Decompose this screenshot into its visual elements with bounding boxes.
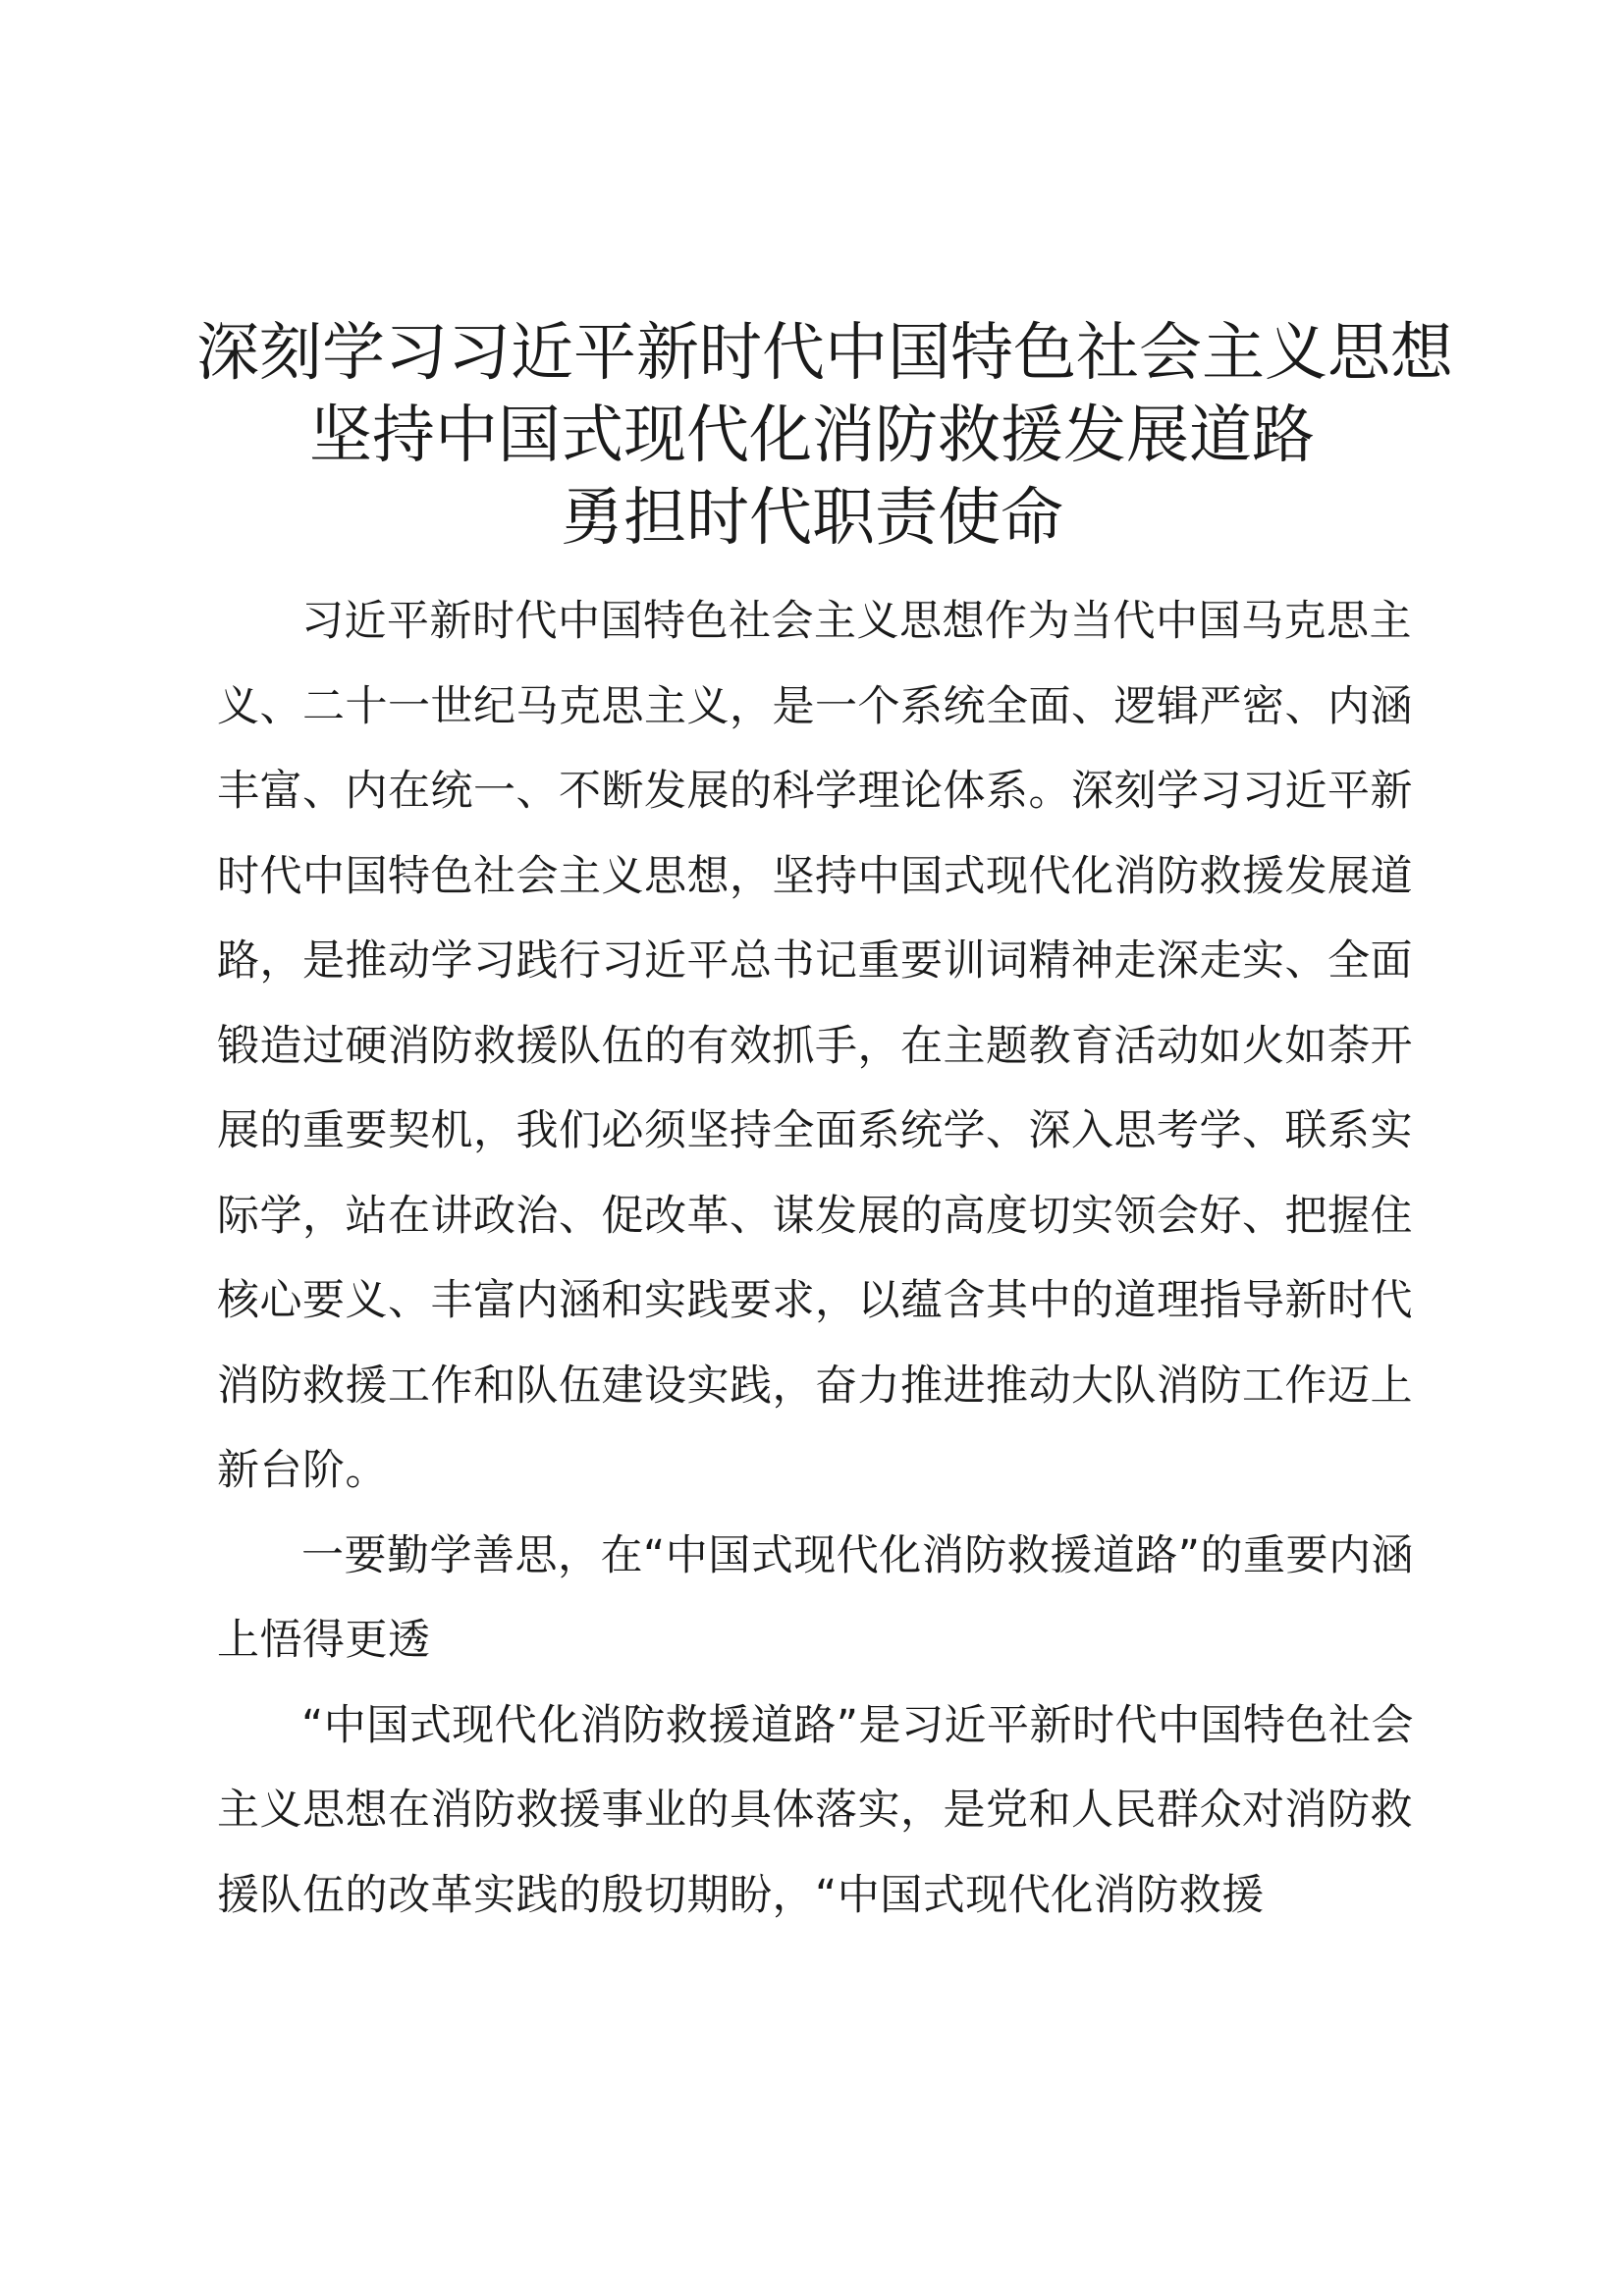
title-line-3: 勇担时代职责使命 <box>561 482 1063 555</box>
document-body <box>217 579 1420 1938</box>
paragraph-heading-1: 一要勤学善思，在“中国式现代化消防救援道路”的重要内涵上悟得更透 <box>217 1530 1415 1665</box>
title-line-1: 深刻学习习近平新时代中国特色社会主义思想 <box>196 317 1453 390</box>
title-line-2: 坚持中国式现代化消防救援发展道路 <box>309 400 1315 472</box>
document-title <box>196 312 1453 560</box>
paragraph-section-1: “中国式现代化消防救援道路”是习近平新时代中国特色社会主义思想在消防救援事业的具体落实，是党和人民群众对消防救援队伍的改革实践的殷切期盼，“中国式现代化消防救援 <box>217 1700 1415 1920</box>
paragraph-intro: 习近平新时代中国特色社会主义思想作为当代中国马克思主义、二十一世纪马克思主义，是一个系统全面、逻辑严密、内涵丰富、内在统一、不断发展的科学理论体系。深刻学习习近平新时代中国特色社会主义思想，坚持中国式现代化消防救援发展道路，是推动学习践行习近平总书记重要训词精神走深走实、全面锻造过硬消防救援队伍的有效抓手，在主题教育活动如火如荼开展的重要契机，我们必须坚持全面系统学、深入思考学、联系实际学，站在讲政治、促改革、谋发展的高度切实领会好、把握住核心要义、丰富内涵和实践要求，以蕴含其中的道理指导新时代消防救援工作和队伍建设实践，奋力推进推动大队消防工作迈上新台阶。 <box>217 597 1413 1495</box>
